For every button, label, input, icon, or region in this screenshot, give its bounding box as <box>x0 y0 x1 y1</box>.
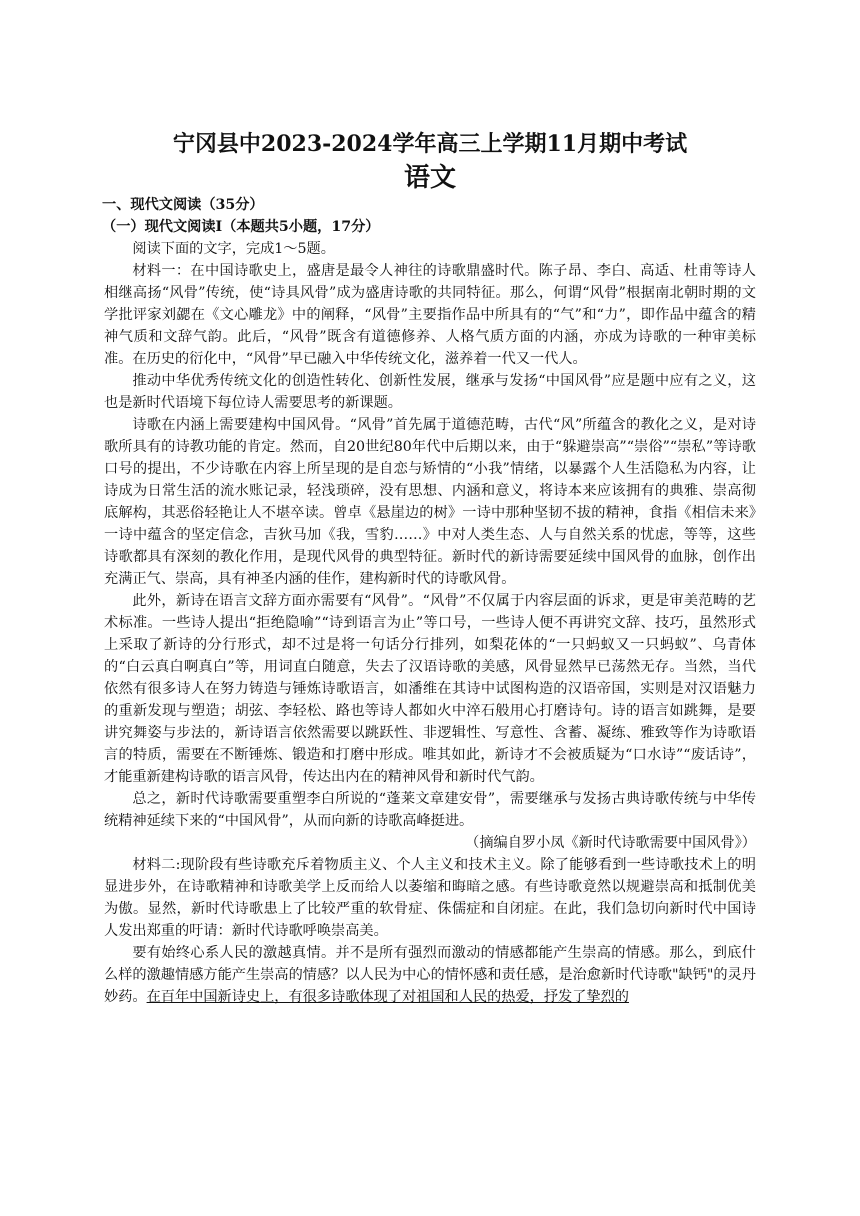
subsection-heading: （一）现代文阅读Ⅰ（本题共5小题，17分） <box>102 219 380 235</box>
material1-paragraph-3: 诗歌在内涵上需要建构中国风骨。“风骨”首先属于道德范畴，古代“风”所蕴含的教化之义，是对诗歌所具有的诗教功能的肯定。然而，自20世纪80年代中后期以来，由于“躲避崇高”“崇俗”“崇私”等诗歌口号的提出，不少诗歌在内容上所呈现的是自恋与矫情的“小我”情绪，以暴露个人生活隐私为内容，让诗成为日常生活的流水账记录，轻浅琐碎，没有思想、内涵和意义，将诗本来应该拥有的典雅、崇高彻底解构，其恶俗轻艳让人不堪卒读。曾卓《悬崖边的树》一诗中那种坚韧不拔的精神，食指《相信未来》一诗中蕴含的坚定信念，吉狄马加《我，雪豹……》中对人类生态、人与自然关系的忧虑，等等，这些诗歌都具有深刻的教化作用，是现代风骨的典型特征。新时代的新诗需要延续中国风骨的血脉，创作出充满正气、崇高，具有神圣内涵的佳作，建构新时代的诗歌风骨。 <box>104 417 756 587</box>
material1-paragraph-4: 此外，新诗在语言文辞方面亦需要有“风骨”。“风骨”不仅属于内容层面的诉求，更是审美范畴的艺术标准。一些诗人提出“拒绝隐喻”“诗到语言为止”等口号，一些诗人便不再讲究文辞、技巧，虽然形式上采取了新诗的分行形式，却不过是将一句话分行排列，如梨花体的“一只蚂蚁又一只蚂蚁”、乌青体的“白云真白啊真白”等，用词直白随意，失去了汉语诗歌的美感，风骨显然早已荡然无存。当然，当代依然有很多诗人在努力铸造与锤炼诗歌语言，如潘维在其诗中试图构造的汉语帝国，实则是对汉语魅力的重新发现与塑造；胡弦、李轻松、路也等诗人都如火中淬石般用心打磨诗句。诗的语言如跳舞，是要讲究舞姿与步法的，新诗语言依然需要以跳跃性、非逻辑性、写意性、含蓄、凝练、雅致等作为诗歌语言的特质，需要在不断锤炼、锻造和打磨中形成。唯其如此，新诗才不会被质疑为“口水诗”“废话诗”，才能重新建构诗歌的语言风骨，传达出内在的精神风骨和新时代气韵。 <box>104 593 756 785</box>
instruction: 阅读下面的文字，完成1～5题。 <box>132 241 335 257</box>
material1-source: （摘编自罗小凤《新时代诗歌需要中国风骨》） <box>465 835 756 851</box>
material1-paragraph-1: 材料一：在中国诗歌史上，盛唐是最令人神往的诗歌鼎盛时代。陈子昂、李白、高适、杜甫等诗人相继高扬“风骨”传统，使“诗具风骨”成为盛唐诗歌的共同特征。那么，何谓“风骨”根据南北朝时期的文学批评家刘勰在《文心雕龙》中的阐释，“风骨”主要指作品中所具有的“气”和“力”，即作品中蕴含的精神气质和文辞气韵。此后，“风骨”既含有道德修养、人格气质方面的内涵，亦成为诗歌的一种审美标准。在历史的衍化中，“风骨”早已融入中华传统文化，滋养着一代又一代人。 <box>104 263 756 367</box>
subject-title: 语文 <box>403 163 456 193</box>
material1-paragraph-2: 推动中华优秀传统文化的创造性转化、创新性发展，继承与发扬“中国风骨”应是题中应有之义，这也是新时代语境下每位诗人需要思考的新课题。 <box>104 373 756 411</box>
material2-paragraph-2 <box>104 942 756 1008</box>
exam-body <box>104 194 756 1008</box>
underlined-sentence: 在百年中国新诗史上，有很多诗歌体现了对祖国和人民的热爱，抒发了挚烈的 <box>146 989 629 1005</box>
material1-paragraph-5: 总之，新时代诗歌需要重塑李白所说的“蓬莱文章建安骨”，需要继承与发扬古典诗歌传统与中华传统精神延续下来的“中国风骨”，从而向新的诗歌高峰挺进。 <box>104 791 756 829</box>
exam-title: 宁冈县中2023-2024学年高三上学期11月期中考试 <box>172 131 688 157</box>
material2-paragraph-1: 材料二:现阶段有些诗歌充斥着物质主义、个人主义和技术主义。除了能够看到一些诗歌技术上的明显进步外，在诗歌精神和诗歌美学上反而给人以萎缩和晦暗之感。有些诗歌竟然以规避崇高和抵制优美为傲。显然，新时代诗歌患上了比较严重的软骨症、侏儒症和自闭症。在此，我们急切向新时代中国诗人发出郑重的吁请：新时代诗歌呼唤崇高美。 <box>104 857 756 939</box>
section-heading: 一、现代文阅读（35分） <box>102 197 264 213</box>
material2-paragraph-2-text: 要有始终心系人民的激越真情。并不是所有强烈而激动的情感都能产生崇高的情感。那么，到底什么样的激趣情感方能产生崇高的情感？以人民为中心的情怀感和责任感，是治愈新时代诗歌"缺钙"的灵丹妙药。 <box>104 945 756 1005</box>
